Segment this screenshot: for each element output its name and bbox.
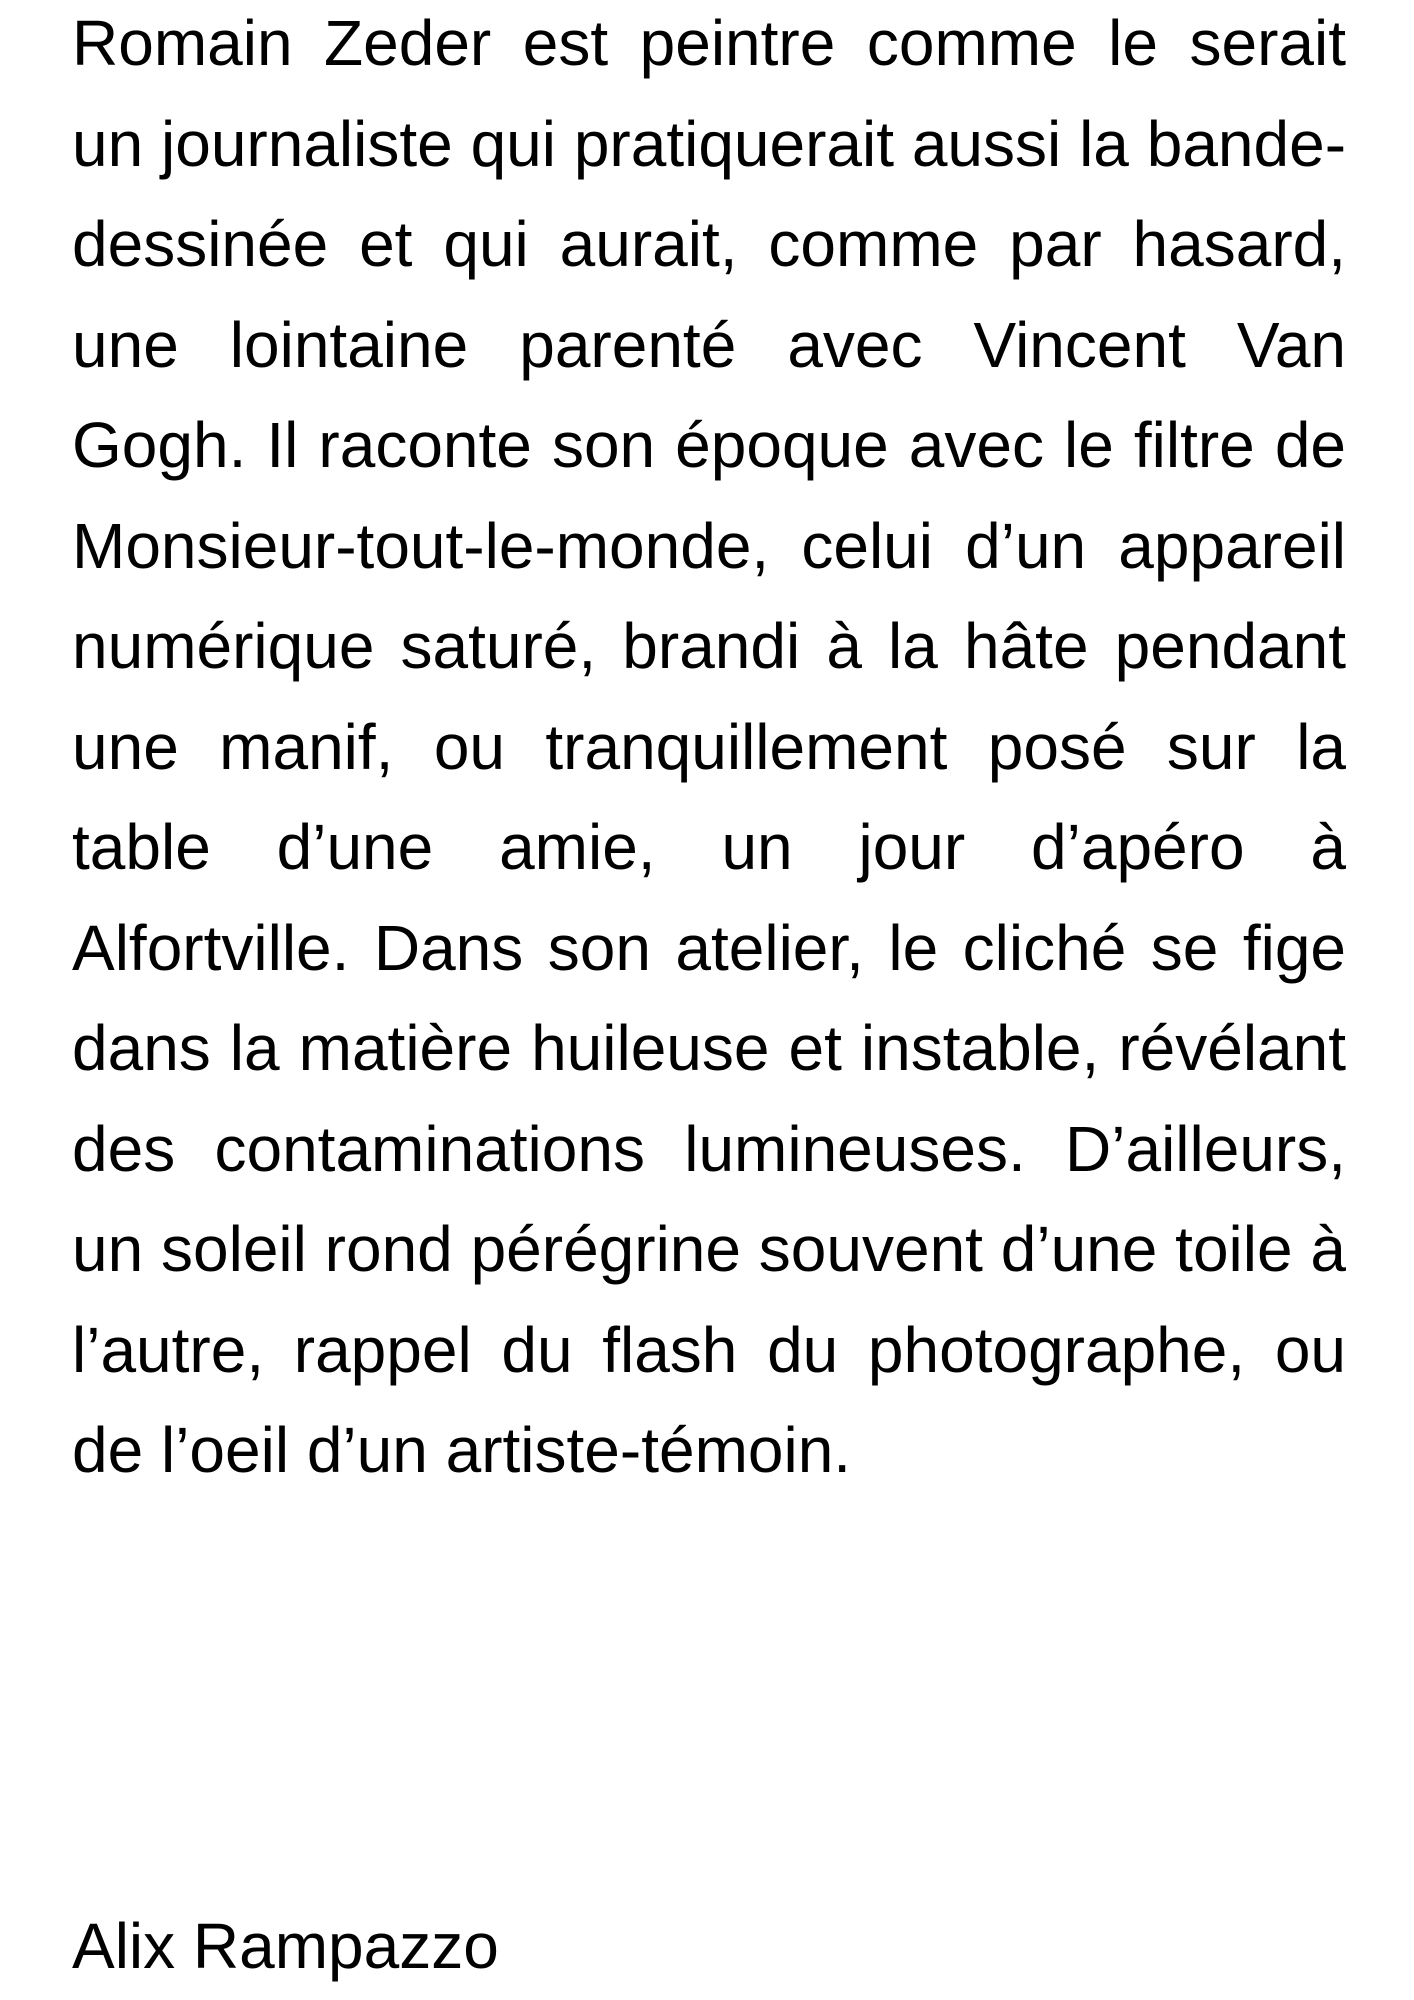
text-content <box>72 0 1346 1982</box>
author-signature: Alix Rampazzo <box>72 1910 499 1982</box>
body-paragraph: Romain Zeder est peintre comme le serait un journaliste qui pratiquerait aussi la bande-dessinée et qui aurait, comme par hasard, une lointaine parenté avec Vincent Van Gogh. Il raconte son époque avec le filtre de Monsieur-tout-le-monde, celui d’un appareil numérique saturé, brandi à la hâte pendant une manif, ou tranquillement posé sur la table d’une amie, un jour d’apéro à Alfortville. Dans son atelier, le cliché se fige dans la matière huileuse et instable, révélant des contaminations lumineuses. D’ailleurs, un soleil rond pérégrine souvent d’une toile à l’autre, rappel du flash du photographe, ou de l’oeil d’un artiste-témoin. <box>72 7 1346 1486</box>
